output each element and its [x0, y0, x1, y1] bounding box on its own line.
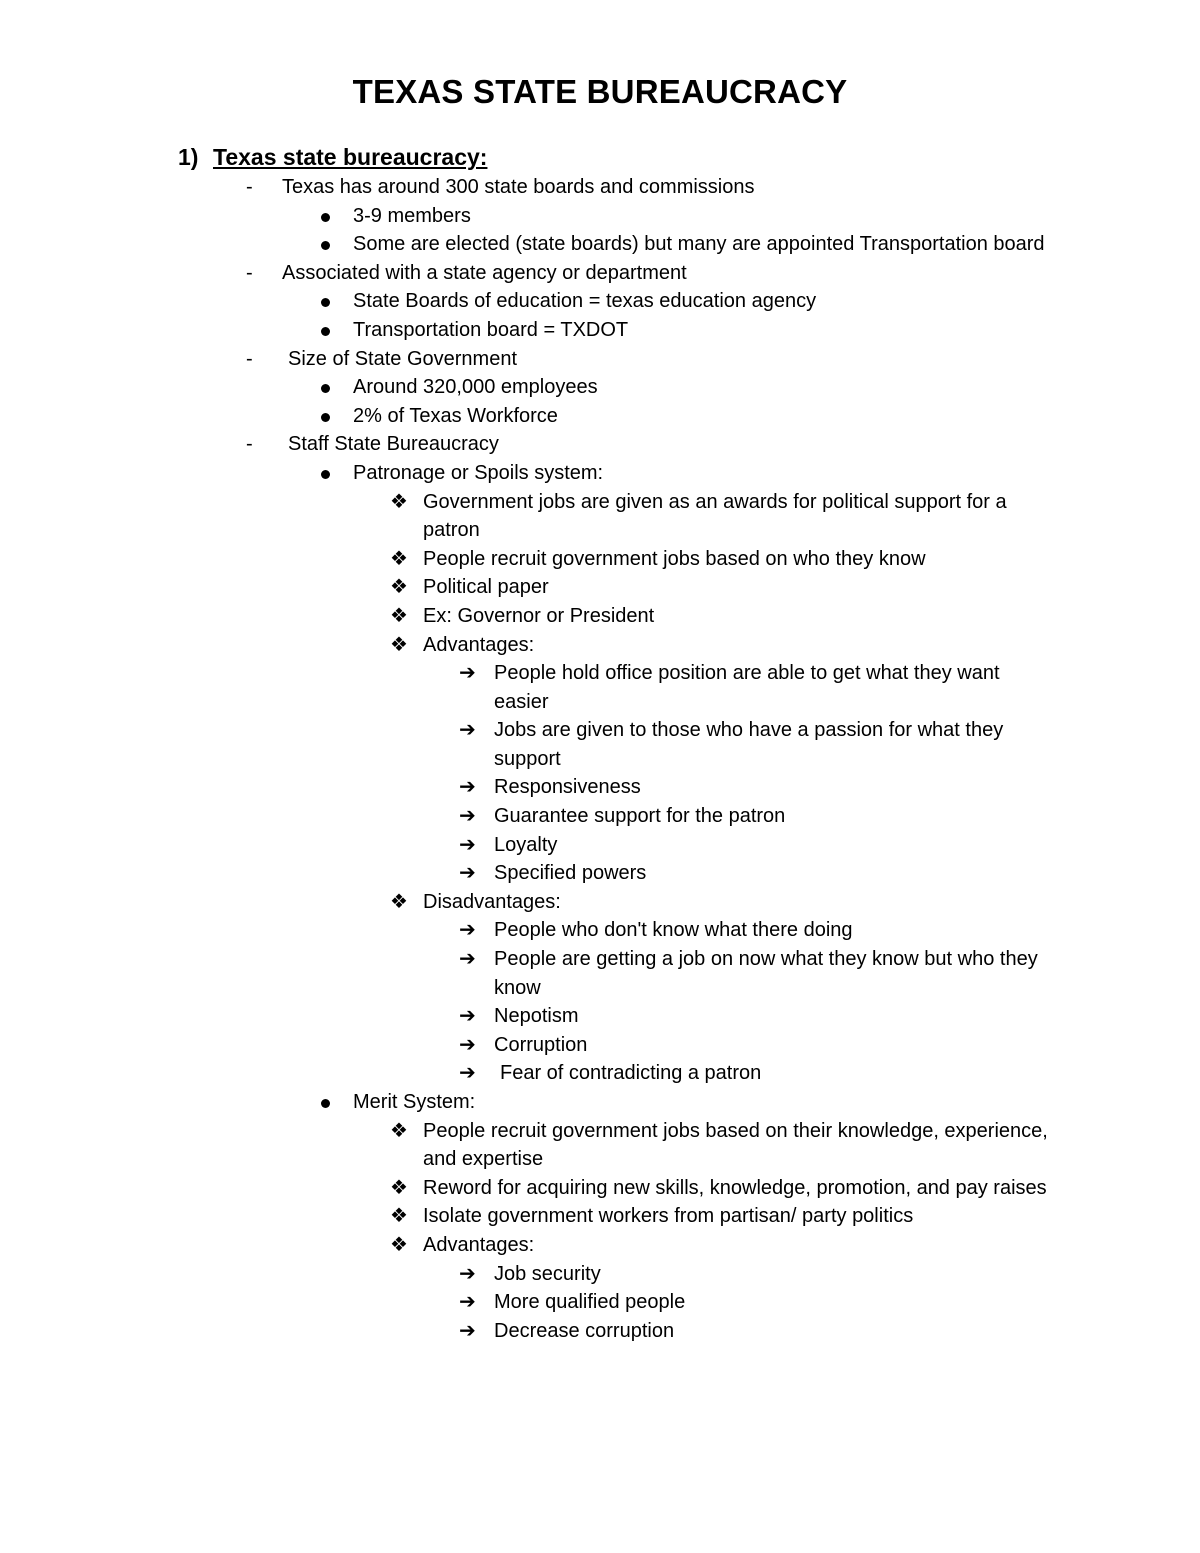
list-item	[0, 602, 1063, 631]
list-item	[0, 459, 1053, 488]
outline-list	[0, 173, 1200, 1345]
list-item-text: 3-9 members	[353, 204, 471, 227]
list-item-text: Government jobs are given as an awards for political support for a patron	[423, 490, 1007, 542]
list-item-text: People recruit government jobs based on who they know	[423, 547, 926, 570]
list-item-text: Patronage or Spoils system:	[353, 461, 604, 484]
list-item	[0, 831, 1054, 860]
dash-marker: -	[246, 433, 253, 456]
arrow-bullet-icon: ➔	[459, 919, 476, 942]
dash-marker: -	[246, 176, 253, 198]
list-item-text: Disadvantages:	[423, 890, 561, 913]
list-item-text: Decrease corruption	[494, 1319, 675, 1342]
diamond-bullet-icon: ❖	[390, 1233, 408, 1256]
list-item-text: More qualified people	[494, 1291, 686, 1314]
arrow-bullet-icon: ➔	[459, 948, 476, 971]
diamond-bullet-icon: ❖	[390, 890, 408, 913]
list-item	[0, 230, 1053, 259]
section-title: Texas state bureaucracy:	[213, 144, 488, 170]
list-item-text: Political paper	[423, 576, 549, 599]
arrow-bullet-icon: ➔	[459, 1033, 476, 1056]
list-item	[0, 1288, 1054, 1317]
document-title: TEXAS STATE BUREAUCRACY	[352, 73, 848, 110]
arrow-bullet-icon: ➔	[459, 776, 476, 799]
list-item	[0, 1117, 1063, 1174]
list-item-text: Loyalty	[494, 833, 558, 856]
list-item-text: People are getting a job on now what they know but who they know	[494, 948, 1038, 999]
dash-marker: -	[246, 261, 253, 284]
list-item	[0, 1002, 1054, 1031]
list-item-text: Job security	[494, 1262, 601, 1285]
list-item-text: People hold office position are able to get what they want easier	[494, 662, 1000, 713]
list-item-text: Nepotism	[494, 1005, 579, 1028]
list-item-text: Transportation board = TXDOT	[353, 318, 629, 341]
list-item	[0, 573, 1063, 602]
list-item-text: State Boards of education = texas education agency	[353, 290, 817, 313]
list-item	[0, 888, 1063, 917]
list-item-text: 2% of Texas Workforce	[353, 404, 558, 427]
list-item	[0, 545, 1063, 574]
list-item-text: Ex: Governor or President	[423, 604, 655, 627]
diamond-bullet-icon: ❖	[390, 490, 408, 513]
arrow-bullet-icon: ➔	[459, 1062, 476, 1085]
arrow-bullet-icon: ➔	[459, 805, 476, 828]
list-item-text: Associated with a state agency or department	[282, 261, 687, 284]
list-item	[0, 373, 1053, 402]
list-item-text: Jobs are given to those who have a passion for what they support	[494, 719, 1004, 770]
list-item-text: Corruption	[494, 1033, 588, 1056]
arrow-bullet-icon: ➔	[459, 1262, 476, 1285]
arrow-bullet-icon: ➔	[459, 1319, 476, 1342]
list-item	[0, 1260, 1054, 1289]
list-item-text: Merit System:	[353, 1091, 476, 1113]
arrow-bullet-icon: ➔	[459, 833, 476, 856]
list-item-text: Responsiveness	[494, 776, 641, 799]
list-item	[0, 287, 1053, 316]
section-number: 1)	[178, 144, 199, 170]
list-item	[0, 916, 1054, 945]
arrow-bullet-icon: ➔	[459, 662, 476, 685]
arrow-bullet-icon: ➔	[459, 719, 476, 742]
list-item	[0, 1317, 1054, 1346]
diamond-bullet-icon: ❖	[390, 576, 408, 599]
list-item	[0, 945, 1054, 1002]
list-item-text: Isolate government workers from partisan/ party politics	[423, 1205, 914, 1228]
list-item-text: Texas has around 300 state boards and commissions	[282, 176, 755, 198]
diamond-bullet-icon: ❖	[390, 547, 408, 570]
list-item	[0, 716, 1054, 773]
list-item	[0, 259, 1052, 288]
dash-marker: -	[246, 347, 253, 370]
list-item	[0, 316, 1053, 345]
list-item	[0, 1231, 1063, 1260]
list-item-text: Around 320,000 employees	[353, 376, 598, 399]
list-item-text: Advantages:	[423, 1233, 535, 1256]
list-item-text: Size of State Government	[288, 347, 518, 370]
list-item	[0, 1031, 1054, 1060]
list-item-text: Guarantee support for the patron	[494, 805, 786, 828]
list-item-text: Some are elected (state boards) but many are appointed Transportation board	[353, 233, 1045, 256]
arrow-bullet-icon: ➔	[459, 1005, 476, 1028]
list-item	[0, 659, 1054, 716]
list-item	[0, 1088, 1053, 1117]
list-item-text: Fear of contradicting a patron	[500, 1062, 762, 1085]
arrow-bullet-icon: ➔	[459, 862, 476, 885]
list-item	[0, 488, 1063, 545]
list-item-text: People who don't know what there doing	[494, 919, 853, 942]
list-item	[0, 402, 1053, 431]
diamond-bullet-icon: ❖	[390, 1205, 408, 1228]
list-item	[0, 173, 1052, 202]
diamond-bullet-icon: ❖	[390, 1176, 408, 1199]
list-item-text: Advantages:	[423, 633, 535, 656]
list-item	[0, 773, 1054, 802]
diamond-bullet-icon: ❖	[390, 1119, 408, 1142]
list-item	[0, 802, 1054, 831]
list-item-text: Reword for acquiring new skills, knowledge, promotion, and pay raises	[423, 1176, 1047, 1199]
list-item-text: Staff State Bureaucracy	[288, 433, 499, 456]
list-item	[0, 202, 1053, 231]
list-item	[0, 859, 1054, 888]
list-item	[0, 1202, 1063, 1231]
section-heading	[178, 141, 487, 173]
list-item	[0, 631, 1063, 660]
list-item	[0, 345, 1052, 374]
diamond-bullet-icon: ❖	[390, 604, 408, 627]
list-item	[0, 1174, 1063, 1203]
list-item-text: People recruit government jobs based on their knowledge, experience, and expertise	[423, 1119, 1048, 1171]
list-item	[0, 430, 1052, 459]
list-item-text: Specified powers	[494, 862, 647, 885]
diamond-bullet-icon: ❖	[390, 633, 408, 656]
arrow-bullet-icon: ➔	[459, 1291, 476, 1314]
list-item	[0, 1059, 1054, 1088]
